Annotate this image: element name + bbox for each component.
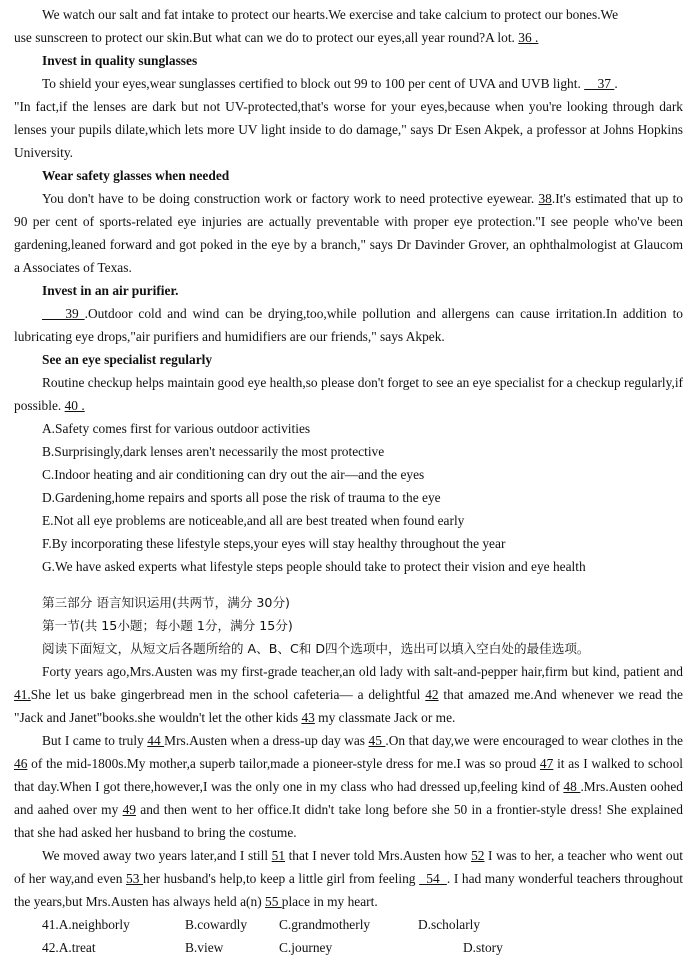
text-segment: her husband's help,to keep a little girl from feeling <box>143 871 420 886</box>
cloze-blank: 53 <box>126 871 144 886</box>
reading-passage <box>14 3 683 578</box>
blank-36: 36 . <box>518 30 539 45</box>
cloze-paragraph-2 <box>14 729 683 844</box>
section-heading-1: Invest in quality sunglasses <box>42 53 198 68</box>
text-segment: place in my heart. <box>281 894 378 909</box>
choice-row-41 <box>14 913 683 936</box>
text-segment: it as I walked to school that day.When I got there,however,I was the only one in my class who had dressed up,feeling kind of <box>14 756 684 794</box>
cloze-blank: 43 <box>301 710 315 725</box>
cloze-blank: 48 <box>563 779 581 794</box>
text-segment: Forty years ago,Mrs.Austen was my first-grade teacher,an old lady with salt-and-pepper hair,firm but kind, patient and <box>42 664 683 679</box>
choice-42-d[interactable]: D.story <box>463 940 503 955</box>
text-segment: that amazed me.And whenever we read the "Jack and Janet"books.she wouldn't let the other kids <box>14 687 683 725</box>
cloze-blank: 46 <box>14 756 28 771</box>
choice-41-b[interactable]: B.cowardly <box>185 917 248 932</box>
text-segment: and then went to her office.It didn't take long before she 50 in a frontier-style dress! She explained that she had asked her husband to bring the costume. <box>14 802 683 840</box>
option-list <box>14 417 683 578</box>
section-2-body: You don't have to be doing construction work or factory work to need protective eyewear. 38.It's estimated that up to 90 per cent of sports-related eye injuries are actually preventable with proper eye protection."I see people who've been gardening,leaned forward and got poked in the eye by a branch," says Dr Davinder Grover, an ophthalmologist at Glaucom a Associates of Texas. <box>14 191 683 275</box>
part-title: 第三部分 语言知识运用(共两节，满分 30分) <box>42 595 290 610</box>
cloze-blank: 44 <box>147 733 165 748</box>
intro-line-1: We watch our salt and fat intake to protect our hearts.We exercise and take calcium to protect our bones.We <box>42 7 619 22</box>
option-c: C.Indoor heating and air conditioning can dry out the air—and the eyes <box>42 467 425 482</box>
cloze-blank: 49 <box>122 802 136 817</box>
cloze-blank: 52 <box>471 848 485 863</box>
blank-37: 37 <box>584 76 615 91</box>
cloze-blank: 45 <box>368 733 386 748</box>
choice-41-a[interactable]: 41.A.neighborly <box>42 917 130 932</box>
section-heading-3: Invest in an air purifier. <box>42 283 179 298</box>
cloze-blank: 47 <box>539 756 554 771</box>
choice-42-c[interactable]: C.journey <box>279 940 333 955</box>
text-segment: Mrs.Austen when a dress-up day was <box>164 733 369 748</box>
instruction-text: 阅读下面短文，从短文后各题所给的 A、B、C和 D四个选项中，选出可以填入空白处的最佳选项。 <box>42 641 590 656</box>
text-segment: .Mrs.Austen oohed and aahed over my <box>14 779 683 817</box>
cloze-blank: 51 <box>271 848 286 863</box>
text-segment: We moved away two years later,and I still <box>42 848 272 863</box>
text-segment: . I had many wonderful teachers throughout the years,but Mrs.Austen has always held a(n) <box>14 871 683 909</box>
text-segment: She let us bake gingerbread men in the school cafeteria— a delightful <box>30 687 426 702</box>
choice-41-d[interactable]: D.scholarly <box>418 917 481 932</box>
section-heading-4: See an eye specialist regularly <box>42 352 213 367</box>
text-segment: my classmate Jack or me. <box>314 710 456 725</box>
option-e: E.Not all eye problems are noticeable,and all are best treated when found early <box>42 513 465 528</box>
section-heading-2: Wear safety glasses when needed <box>42 168 230 183</box>
choice-42-a[interactable]: 42.A.treat <box>42 940 96 955</box>
cloze-blank: 41. <box>14 687 31 702</box>
section-1-body: "In fact,if the lenses are dark but not UV-protected,that's worse for your eyes,because when you're looking through dark lenses your pupils dilate,which lets more UV light inside to do damage," says Dr Esen Akpek, a professor at Johns Hopkins University. <box>14 99 683 160</box>
cloze-blank: 54 <box>419 871 447 886</box>
section-title: 第一节(共 15小题；每小题 1分，满分 15分) <box>42 618 293 633</box>
option-g: G.We have asked experts what lifestyle steps people should take to protect their vision and eye health <box>42 559 586 574</box>
choice-42-b[interactable]: B.view <box>185 940 224 955</box>
choice-41-c[interactable]: C.grandmotherly <box>279 917 371 932</box>
option-d: D.Gardening,home repairs and sports all pose the risk of trauma to the eye <box>42 490 441 505</box>
cloze-paragraph-1 <box>14 660 683 729</box>
option-b: B.Surprisingly,dark lenses aren't necessarily the most protective <box>42 444 385 459</box>
choice-row-42 <box>14 936 683 959</box>
section-4-body: Routine checkup helps maintain good eye health,so please don't forget to see an eye specialist for a checkup regularly,if possible. 40 . <box>14 375 683 413</box>
text-segment: of the mid-1800s.My mother,a superb tailor,made a pioneer-style dress for me.I was so proud <box>27 756 540 771</box>
blank-39: 39 <box>42 306 85 321</box>
section-1-line-1: To shield your eyes,wear sunglasses certified to block out 99 to 100 per cent of UVA and UVB light. 37 . <box>42 76 618 91</box>
text-segment: But I came to truly <box>42 733 148 748</box>
text-segment: that I never told Mrs.Austen how <box>285 848 472 863</box>
cloze-blank: 42 <box>425 687 439 702</box>
blank-38: 38 <box>538 191 552 206</box>
option-f: F.By incorporating these lifestyle steps,your eyes will stay healthy throughout the year <box>42 536 506 551</box>
section-3-body: 39 .Outdoor cold and wind can be drying,too,while pollution and allergens can cause irritation.In addition to lubricating eye drops,"air purifiers and humidifiers are our friends," says Akpek. <box>14 306 683 344</box>
cloze-paragraph-3 <box>14 844 683 913</box>
text-segment: I was to her, a teacher who went out of her way,and even <box>14 848 684 886</box>
cloze-blank: 55 <box>265 894 282 909</box>
blank-40: 40 . <box>64 398 85 413</box>
intro-line-2: use sunscreen to protect our skin.But what can we do to protect our eyes,all year round?A lot. 36 . <box>14 30 539 45</box>
option-a: A.Safety comes first for various outdoor activities <box>42 421 311 436</box>
text-segment: .On that day,we were encouraged to wear clothes in the <box>385 733 683 748</box>
